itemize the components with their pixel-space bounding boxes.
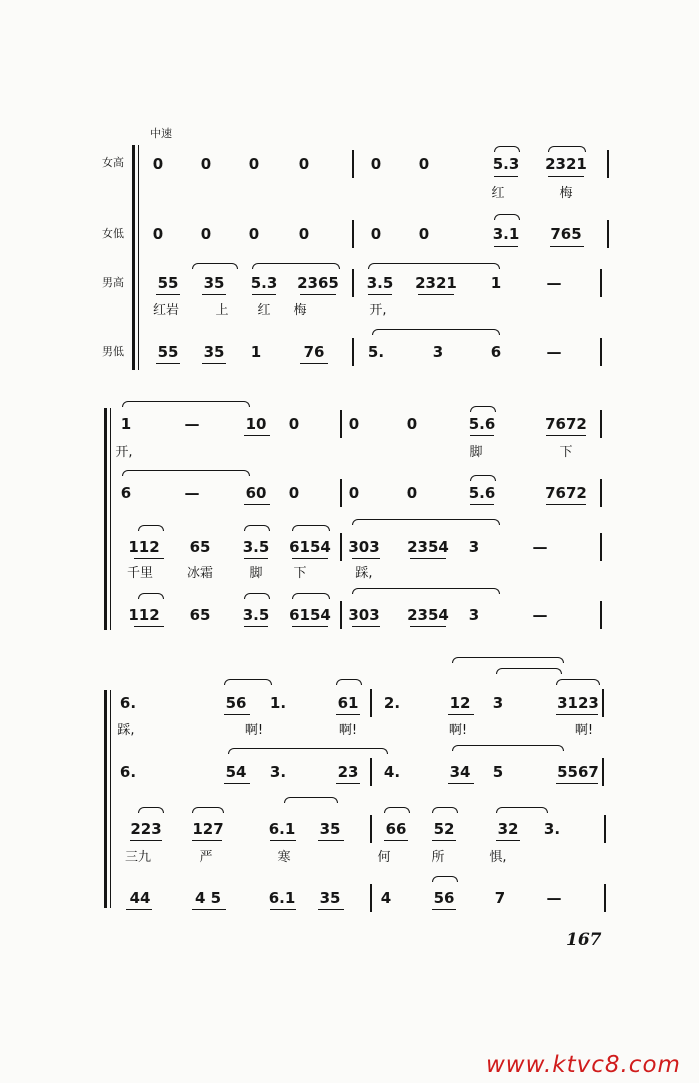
- note: 1: [490, 274, 502, 292]
- note: 2321: [545, 155, 587, 173]
- barline: [352, 269, 354, 297]
- underline: [224, 783, 250, 784]
- lyric: 啊!: [338, 723, 358, 738]
- system-brace: [104, 690, 107, 908]
- note: 112: [128, 606, 160, 624]
- note: 7672: [545, 484, 587, 502]
- note: —: [184, 415, 200, 433]
- underline: [270, 909, 296, 910]
- barline: [602, 689, 604, 717]
- note: 6.: [119, 694, 137, 712]
- underline: [244, 435, 270, 436]
- underline: [134, 626, 164, 627]
- note: 303: [348, 606, 380, 624]
- slur: [352, 519, 500, 525]
- note: 54: [225, 763, 247, 781]
- barline: [604, 815, 606, 843]
- note: 765: [550, 225, 582, 243]
- note: 3.: [543, 820, 561, 838]
- note: 0: [200, 155, 212, 173]
- underline: [300, 363, 328, 364]
- note: 10: [245, 415, 267, 433]
- note: 0: [152, 155, 164, 173]
- note: —: [184, 484, 200, 502]
- slur: [122, 401, 250, 407]
- note: 0: [406, 484, 418, 502]
- lyric: 红岩: [152, 303, 180, 318]
- slur: [432, 807, 458, 813]
- part-label-tenor: 男高: [102, 276, 124, 289]
- lyric: 惧,: [489, 850, 507, 865]
- barline: [600, 410, 602, 438]
- note: 6154: [289, 606, 331, 624]
- note: —: [532, 538, 548, 556]
- slur: [368, 263, 500, 269]
- underline: [410, 558, 446, 559]
- barline: [600, 269, 602, 297]
- note: 5.6: [468, 415, 496, 433]
- note: 0: [348, 484, 360, 502]
- underline: [300, 294, 336, 295]
- barline: [607, 220, 609, 248]
- slur: [192, 263, 238, 269]
- tempo-marking: 中速: [150, 127, 172, 140]
- lyric: 啊!: [244, 723, 264, 738]
- slur: [122, 470, 250, 476]
- note: 60: [245, 484, 267, 502]
- note: 1: [250, 343, 262, 361]
- slur: [470, 406, 496, 412]
- underline: [336, 783, 360, 784]
- note: 7672: [545, 415, 587, 433]
- note: 127: [192, 820, 224, 838]
- slur: [224, 679, 272, 685]
- note: 6.1: [268, 889, 296, 907]
- note: 3: [432, 343, 444, 361]
- underline: [202, 294, 226, 295]
- note: 3.5: [242, 538, 270, 556]
- underline: [556, 714, 598, 715]
- slur: [244, 525, 270, 531]
- slur: [292, 593, 330, 599]
- underline: [336, 714, 360, 715]
- underline: [126, 909, 152, 910]
- page-number: 167: [566, 930, 602, 950]
- system-barline-start: [110, 690, 111, 908]
- slur: [228, 748, 388, 754]
- note: 5: [492, 763, 504, 781]
- note: 34: [449, 763, 471, 781]
- barline: [340, 479, 342, 507]
- barline: [600, 533, 602, 561]
- slur: [284, 797, 338, 803]
- slur: [432, 876, 458, 882]
- underline: [496, 840, 520, 841]
- note: 0: [298, 155, 310, 173]
- part-label-soprano: 女高: [102, 156, 124, 169]
- lyric: 寒: [277, 850, 291, 865]
- barline: [370, 815, 372, 843]
- note: 0: [370, 155, 382, 173]
- note: 0: [248, 155, 260, 173]
- note: 5.3: [492, 155, 520, 173]
- note: —: [546, 889, 562, 907]
- underline: [448, 714, 474, 715]
- note: 55: [157, 274, 179, 292]
- barline: [607, 150, 609, 178]
- barline: [600, 479, 602, 507]
- underline: [368, 294, 392, 295]
- underline: [156, 363, 180, 364]
- lyric: 开,: [369, 303, 387, 318]
- note: 5.6: [468, 484, 496, 502]
- note: 4.: [383, 763, 401, 781]
- lyric: 下: [293, 566, 307, 581]
- slur: [496, 668, 562, 674]
- lyric: 严: [199, 850, 213, 865]
- slur: [470, 475, 496, 481]
- lyric: 梅: [293, 303, 307, 318]
- note: 1: [120, 415, 132, 433]
- note: 4 5: [194, 889, 222, 907]
- note: —: [546, 274, 562, 292]
- underline: [318, 909, 344, 910]
- barline: [370, 689, 372, 717]
- note: 2354: [407, 538, 449, 556]
- underline: [410, 626, 446, 627]
- note: 0: [418, 155, 430, 173]
- underline: [556, 783, 598, 784]
- underline: [432, 840, 456, 841]
- slur: [138, 807, 164, 813]
- slur: [548, 146, 586, 152]
- underline: [470, 435, 494, 436]
- underline: [418, 294, 454, 295]
- note: 32: [497, 820, 519, 838]
- note: 2321: [415, 274, 457, 292]
- lyric: 脚: [469, 445, 483, 460]
- underline: [224, 714, 250, 715]
- underline: [494, 176, 518, 177]
- lyric: 下: [559, 445, 573, 460]
- lyric: 红: [491, 186, 505, 201]
- lyric: 所: [431, 850, 445, 865]
- lyric: 三九: [124, 850, 152, 865]
- barline: [340, 601, 342, 629]
- barline: [340, 410, 342, 438]
- slur: [252, 263, 340, 269]
- underline: [292, 558, 328, 559]
- note: 5567: [557, 763, 599, 781]
- lyric: 何: [377, 850, 391, 865]
- slur: [192, 807, 224, 813]
- underline: [244, 504, 270, 505]
- note: 2365: [297, 274, 339, 292]
- underline: [192, 840, 222, 841]
- underline: [318, 840, 344, 841]
- note: 0: [200, 225, 212, 243]
- note: 223: [130, 820, 162, 838]
- underline: [352, 558, 380, 559]
- barline: [370, 758, 372, 786]
- note: 6154: [289, 538, 331, 556]
- note: 0: [406, 415, 418, 433]
- lyric: 踩,: [355, 566, 373, 581]
- barline: [370, 884, 372, 912]
- note: 3.: [269, 763, 287, 781]
- underline: [546, 504, 586, 505]
- note: 23: [337, 763, 359, 781]
- note: 6: [120, 484, 132, 502]
- lyric: 冰霜: [186, 566, 214, 581]
- note: 52: [433, 820, 455, 838]
- underline: [352, 626, 380, 627]
- note: 0: [288, 415, 300, 433]
- lyric: 踩,: [117, 723, 135, 738]
- lyric: 啊!: [574, 723, 594, 738]
- barline: [352, 150, 354, 178]
- underline: [494, 246, 518, 247]
- underline: [384, 840, 408, 841]
- note: 3.5: [366, 274, 394, 292]
- underline: [252, 294, 276, 295]
- slur: [138, 525, 164, 531]
- note: —: [546, 343, 562, 361]
- barline: [352, 220, 354, 248]
- slur: [352, 588, 500, 594]
- underline: [270, 840, 296, 841]
- slur: [244, 593, 270, 599]
- note: 44: [129, 889, 151, 907]
- note: 0: [348, 415, 360, 433]
- lyric: 啊!: [448, 723, 468, 738]
- note: 7: [494, 889, 506, 907]
- note: 3123: [557, 694, 599, 712]
- note: 3.5: [242, 606, 270, 624]
- lyric: 梅: [559, 186, 573, 201]
- note: 5.3: [250, 274, 278, 292]
- note: 2354: [407, 606, 449, 624]
- slur: [372, 329, 500, 335]
- underline: [134, 558, 164, 559]
- slur: [452, 657, 564, 663]
- underline: [448, 783, 474, 784]
- note: 61: [337, 694, 359, 712]
- slur: [292, 525, 330, 531]
- note: 66: [385, 820, 407, 838]
- underline: [244, 626, 268, 627]
- note: 2.: [383, 694, 401, 712]
- note: 65: [189, 606, 211, 624]
- note: 3: [492, 694, 504, 712]
- barline: [340, 533, 342, 561]
- note: 0: [248, 225, 260, 243]
- underline: [202, 363, 226, 364]
- watermark-text: www.ktvc8.com: [486, 1052, 681, 1078]
- note: 0: [152, 225, 164, 243]
- system-barline-start: [138, 145, 139, 370]
- underline: [470, 504, 494, 505]
- note: 56: [433, 889, 455, 907]
- slur: [556, 679, 600, 685]
- part-label-alto: 女低: [102, 227, 124, 240]
- note: 55: [157, 343, 179, 361]
- barline: [600, 601, 602, 629]
- underline: [192, 909, 226, 910]
- slur: [496, 807, 548, 813]
- underline: [546, 435, 586, 436]
- note: 65: [189, 538, 211, 556]
- underline: [244, 558, 268, 559]
- note: 3.1: [492, 225, 520, 243]
- underline: [156, 294, 180, 295]
- underline: [292, 626, 328, 627]
- slur: [494, 214, 520, 220]
- barline: [600, 338, 602, 366]
- note: 0: [298, 225, 310, 243]
- note: 303: [348, 538, 380, 556]
- note: 76: [303, 343, 325, 361]
- barline: [604, 884, 606, 912]
- system-barline-start: [110, 408, 111, 630]
- underline: [432, 909, 456, 910]
- note: 6.1: [268, 820, 296, 838]
- note: 35: [319, 889, 341, 907]
- underline: [130, 840, 162, 841]
- slur: [336, 679, 362, 685]
- barline: [352, 338, 354, 366]
- note: 35: [203, 274, 225, 292]
- note: 35: [203, 343, 225, 361]
- barline: [602, 758, 604, 786]
- lyric: 千里: [126, 566, 154, 581]
- note: 6: [490, 343, 502, 361]
- note: 6.: [119, 763, 137, 781]
- slur: [452, 745, 564, 751]
- system-brace: [132, 145, 135, 370]
- note: 0: [418, 225, 430, 243]
- note: 4: [380, 889, 392, 907]
- slur: [138, 593, 164, 599]
- underline: [548, 176, 584, 177]
- underline: [550, 246, 584, 247]
- system-brace: [104, 408, 107, 630]
- part-label-bass: 男低: [102, 345, 124, 358]
- note: 3: [468, 606, 480, 624]
- lyric: 开,: [115, 445, 133, 460]
- note: —: [532, 606, 548, 624]
- note: 5.: [367, 343, 385, 361]
- note: 0: [288, 484, 300, 502]
- note: 56: [225, 694, 247, 712]
- note: 3: [468, 538, 480, 556]
- lyric: 上: [215, 303, 229, 318]
- lyric: 脚: [249, 566, 263, 581]
- note: 12: [449, 694, 471, 712]
- note: 35: [319, 820, 341, 838]
- note: 1.: [269, 694, 287, 712]
- note: 112: [128, 538, 160, 556]
- note: 0: [370, 225, 382, 243]
- slur: [494, 146, 520, 152]
- lyric: 红: [257, 303, 271, 318]
- slur: [384, 807, 410, 813]
